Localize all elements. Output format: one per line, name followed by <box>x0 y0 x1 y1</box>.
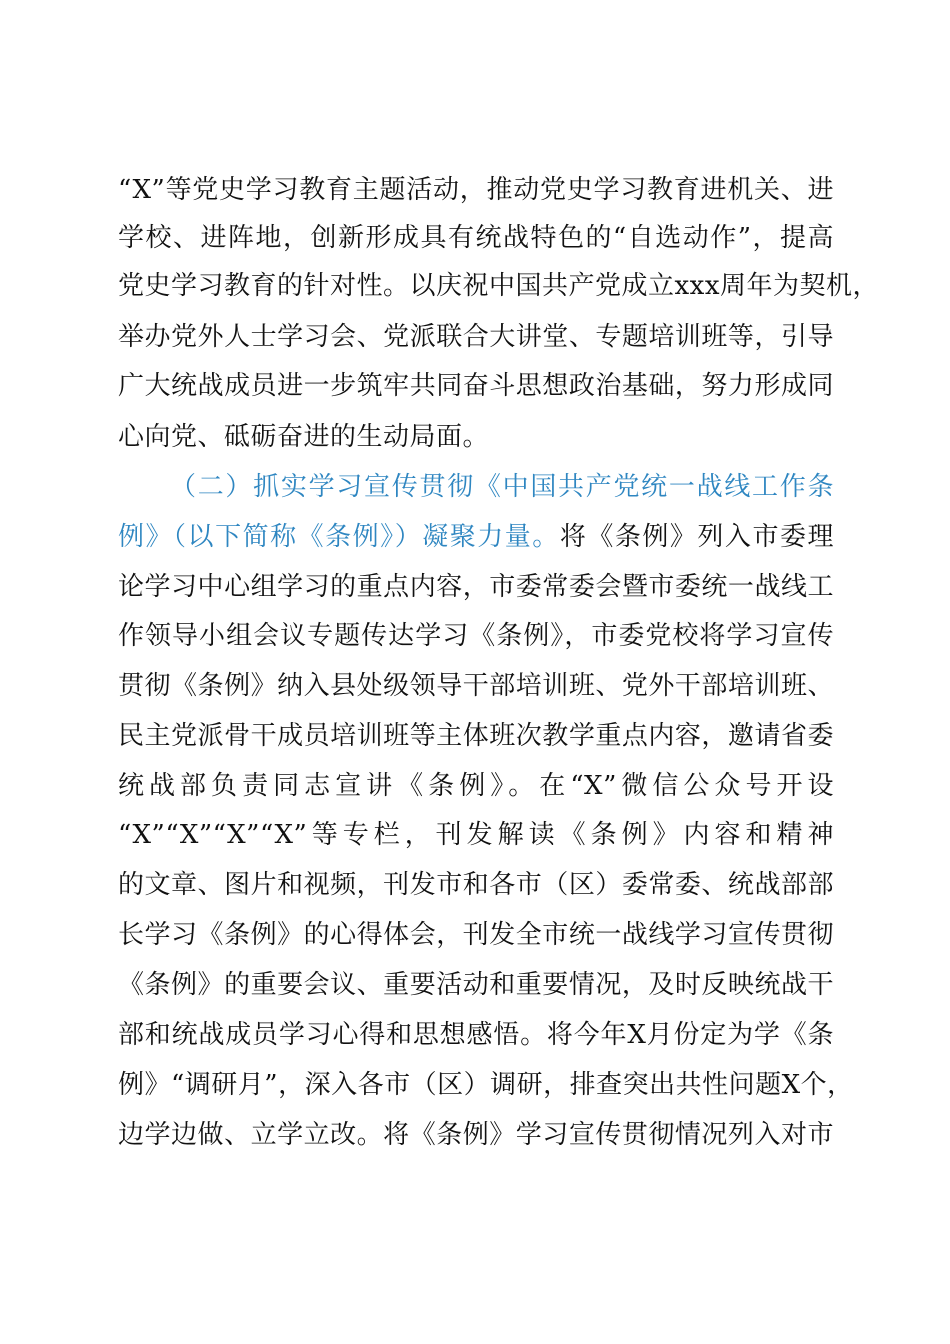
body-text-line <box>118 214 834 262</box>
body-text-line <box>118 811 834 859</box>
body-text-line <box>118 1111 834 1159</box>
body-text-line <box>118 1061 854 1109</box>
body-text-line <box>118 961 834 1009</box>
line-text: “X”等党史学习教育主题活动，推动党史学习教育进机关、进 <box>118 175 834 205</box>
body-text-line <box>118 762 834 810</box>
body-text-line <box>118 362 834 410</box>
line-text: 部和统战成员学习心得和思想感悟。将今年X月份定为学《条 <box>118 1020 834 1050</box>
line-text: 举办党外人士学习会、党派联合大讲堂、专题培训班等，引导 <box>118 322 834 352</box>
line-text: 贯彻《条例》纳入县处级领导干部培训班、党外干部培训班、 <box>118 671 834 701</box>
line-text: 将《条例》列入市委理 <box>559 522 834 552</box>
line-text: “X”“X”“X”“X”等专栏，刊发解读《条例》内容和精神 <box>118 820 834 850</box>
body-text-line <box>118 1011 834 1059</box>
line-text: 例》“调研月”，深入各市（区）调研，排查突出共性问题X个， <box>118 1070 854 1100</box>
line-text: 广大统战成员进一步筑牢共同奋斗思想政治基础，努力形成同 <box>118 371 834 401</box>
line-text: 统战部负责同志宣讲《条例》。在“X”微信公众号开设 <box>118 771 834 801</box>
section-heading-line <box>170 463 834 511</box>
line-text: 《条例》的重要会议、重要活动和重要情况，及时反映统战干 <box>118 970 834 1000</box>
line-text: 作领导小组会议专题传达学习《条例》，市委党校将学习宣传 <box>118 621 834 651</box>
line-text: 心向党、砥砺奋进的生动局面。 <box>118 422 490 452</box>
body-text-line <box>118 262 879 310</box>
body-text-line <box>118 861 834 909</box>
line-text: 长学习《条例》的心得体会，刊发全市统一战线学习宣传贯彻 <box>118 920 834 950</box>
line-text: 党史学习教育的针对性。以庆祝中国共产党成立xxx周年为契机， <box>118 271 879 301</box>
line-text: 论学习中心组学习的重点内容，市委常委会暨市委统一战线工 <box>118 572 834 602</box>
line-text: 边学边做、立学立改。将《条例》学习宣传贯彻情况列入对市 <box>118 1120 834 1150</box>
body-text-line <box>118 712 834 760</box>
body-text-line <box>118 166 834 214</box>
body-text-line <box>118 662 834 710</box>
section-heading-line <box>118 513 834 561</box>
body-text-line <box>118 612 834 660</box>
body-text-line <box>118 563 834 611</box>
line-text: 的文章、图片和视频，刊发市和各市（区）委常委、统战部部 <box>118 870 834 900</box>
body-text-line <box>118 911 834 959</box>
line-text: 民主党派骨干成员培训班等主体班次教学重点内容，邀请省委 <box>118 721 834 751</box>
body-text-line <box>118 313 834 361</box>
section-heading-text: 例》（以下简称《条例》）凝聚力量。 <box>118 522 560 552</box>
body-text-line <box>118 413 834 461</box>
line-text: 学校、进阵地，创新形成具有统战特色的“自选动作”，提高 <box>118 223 834 253</box>
section-heading-text: （二）抓实学习宣传贯彻《中国共产党统一战线工作条 <box>170 472 834 502</box>
